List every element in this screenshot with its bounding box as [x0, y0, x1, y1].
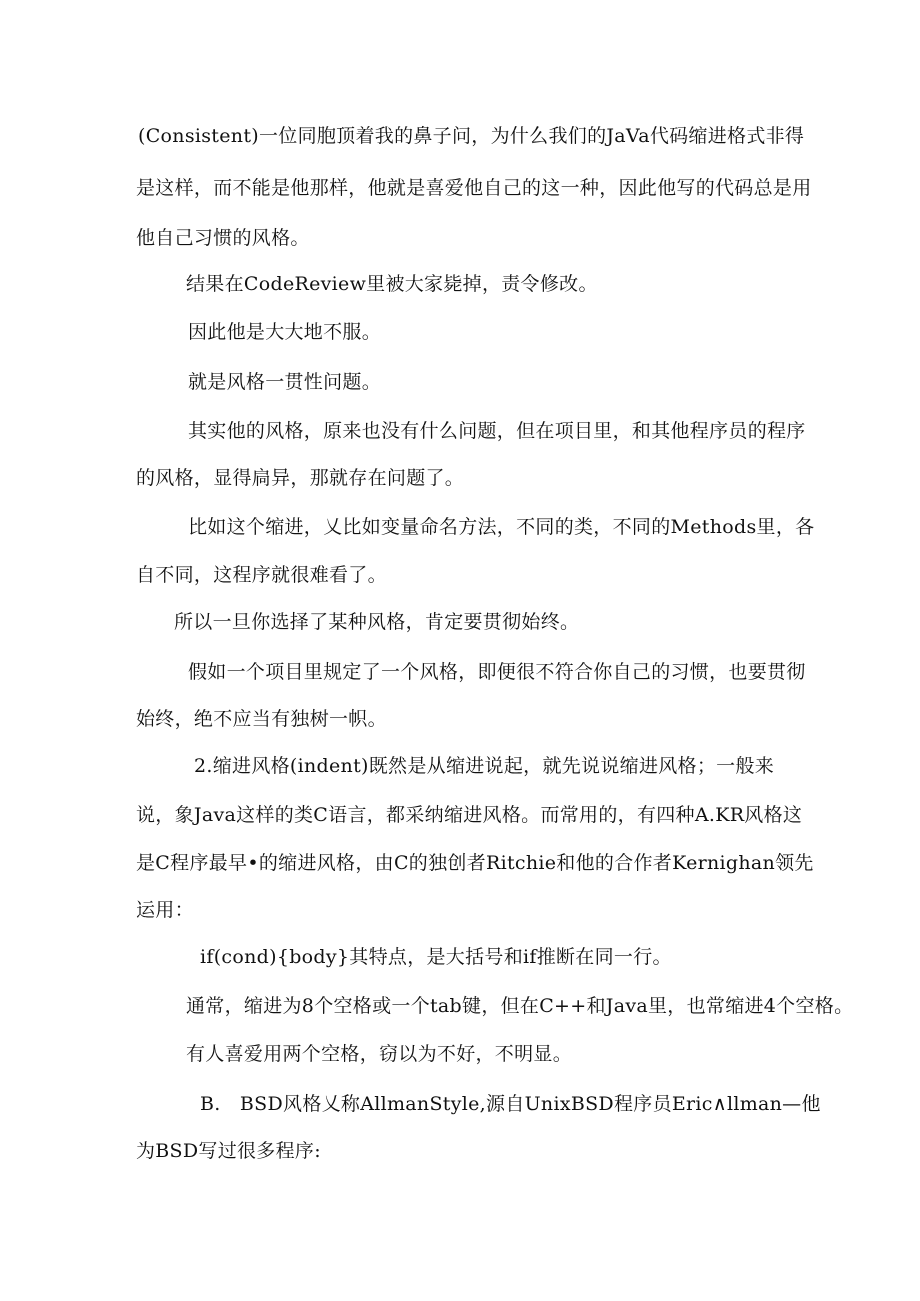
text-line: if(cond){body}其特点，是大括号和if推断在同一行。: [200, 946, 672, 968]
text-line: 是C程序最早•的缩进风格，由C的独创者Ritchie和他的合作者Kernighan领先: [136, 852, 814, 874]
text-line: 2.缩进风格(indent)既然是从缩进说起，就先说说缩进风格；一般来: [194, 755, 775, 777]
text-line: 假如一个项目里规定了一个风格，即便很不符合你自己的习惯，也要贯彻: [188, 661, 806, 683]
text-line: 所以一旦你选择了某种风格，肯定要贯彻始终。: [174, 611, 580, 633]
text-line: B. BSD风格乂称AllmanStyle,源自UnixBSD程序员Eric∧llman—他: [200, 1093, 821, 1115]
text-line: (Consistent)一位同胞顶着我的鼻子问，为什么我们的JaVa代码缩进格式非得: [138, 125, 805, 147]
text-line: 是这样，而不能是他那样，他就是喜爱他自己的这一种，因此他写的代码总是用: [136, 177, 812, 199]
text-line: 说，象Java这样的类C语言，都采纳缩进风格。而常用的，有四种A.KR风格这: [136, 804, 803, 826]
text-line: 就是风格一贯性问题。: [188, 371, 382, 393]
text-line: 运用：: [136, 899, 194, 921]
text-line: 他自己习惯的风格。: [136, 227, 310, 249]
text-line: 通常，缩进为8个空格或一个tab键，但在C++和Java里，也常缩进4个空格。: [186, 995, 854, 1017]
text-line: 结果在CodeReview里被大家毙掉，责令修改。: [186, 273, 598, 295]
text-line: 有人喜爱用两个空格，窃以为不好，不明显。: [186, 1043, 573, 1065]
text-line: 为BSD写过很多程序:: [136, 1140, 321, 1162]
text-line: 比如这个缩进，乂比如变量命名方法，不同的类，不同的Methods里，各: [188, 516, 815, 538]
text-line: 自不同，这程序就很难看了。: [136, 564, 387, 586]
text-line: 因此他是大大地不服。: [188, 321, 382, 343]
text-line: 的风格，显得扃异，那就存在问题了。: [136, 467, 465, 489]
text-line: 其实他的风格，原来也没有什么问题，但在项目里，和其他程序员的程序: [188, 420, 806, 442]
text-line: 始终，绝不应当有独树一帜。: [136, 708, 387, 730]
